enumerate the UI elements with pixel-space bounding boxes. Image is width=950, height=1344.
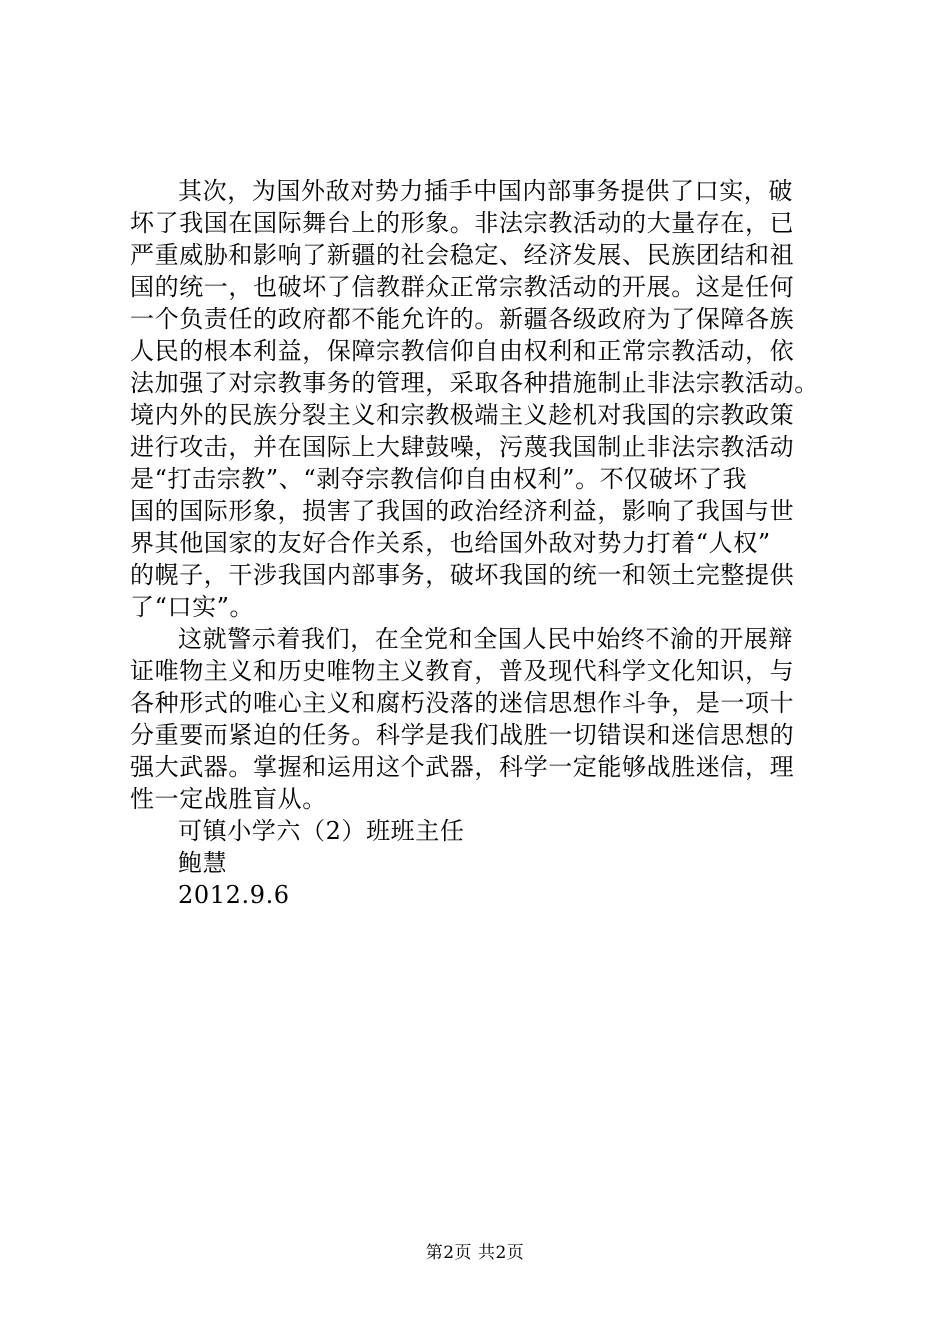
paragraph-1-line: 境内外的民族分裂主义和宗教极端主义趁机对我国的宗教政策 bbox=[130, 401, 795, 429]
paragraph-1-line: 法加强了对宗教事务的管理，采取各种措施制止非法宗教活动。 bbox=[130, 369, 819, 397]
paragraph-1-line: 严重威胁和影响了新疆的社会稳定、经济发展、民族团结和祖 bbox=[130, 241, 795, 269]
paragraph-1-line: 其次，为国外敌对势力插手中国内部事务提供了口实，破 bbox=[178, 177, 793, 205]
signature-date: 2012.9.6 bbox=[178, 881, 290, 909]
paragraph-2-line: 各种形式的唯心主义和腐朽没落的迷信思想作斗争，是一项十 bbox=[130, 689, 795, 717]
paragraph-1-line: 一个负责任的政府都不能允许的。新疆各级政府为了保障各族 bbox=[130, 305, 795, 333]
paragraph-1-line: 的幌子，干涉我国内部事务，破坏我国的统一和领土完整提供 bbox=[130, 561, 795, 589]
paragraph-1-line: 界其他国家的友好合作关系，也给国外敌对势力打着“人权” bbox=[130, 529, 771, 557]
paragraph-1-line: 是“打击宗教”、“剥夺宗教信仰自由权利”。不仅破坏了我 bbox=[130, 465, 748, 493]
signature-organization: 可镇小学六（2）班班主任 bbox=[178, 817, 465, 845]
paragraph-2-line: 证唯物主义和历史唯物主义教育，普及现代科学文化知识，与 bbox=[130, 657, 795, 685]
page-number-footer: 第2页 共2页 bbox=[425, 1243, 525, 1263]
paragraph-2-line: 分重要而紧迫的任务。科学是我们战胜一切错误和迷信思想的 bbox=[130, 721, 795, 749]
paragraph-1-line: 进行攻击，并在国际上大肆鼓噪，污蔑我国制止非法宗教活动 bbox=[130, 433, 795, 461]
signature-name: 鲍慧 bbox=[178, 849, 228, 877]
paragraph-1-line: 国的统一，也破坏了信教群众正常宗教活动的开展。这是任何 bbox=[130, 273, 795, 301]
paragraph-1-line: 人民的根本利益，保障宗教信仰自由权利和正常宗教活动，依 bbox=[130, 337, 795, 365]
document-body bbox=[130, 175, 850, 911]
paragraph-1-line: 国的国际形象，损害了我国的政治经济利益，影响了我国与世 bbox=[130, 497, 795, 525]
paragraph-2-line: 这就警示着我们，在全党和全国人民中始终不渝的开展辩 bbox=[178, 625, 793, 653]
paragraph-1-line: 了“口实”。 bbox=[130, 593, 255, 621]
paragraph-2-line: 性一定战胜盲从。 bbox=[130, 785, 327, 813]
paragraph-1-line: 坏了我国在国际舞台上的形象。非法宗教活动的大量存在，已 bbox=[130, 209, 795, 237]
paragraph-2-line: 强大武器。掌握和运用这个武器，科学一定能够战胜迷信，理 bbox=[130, 753, 795, 781]
